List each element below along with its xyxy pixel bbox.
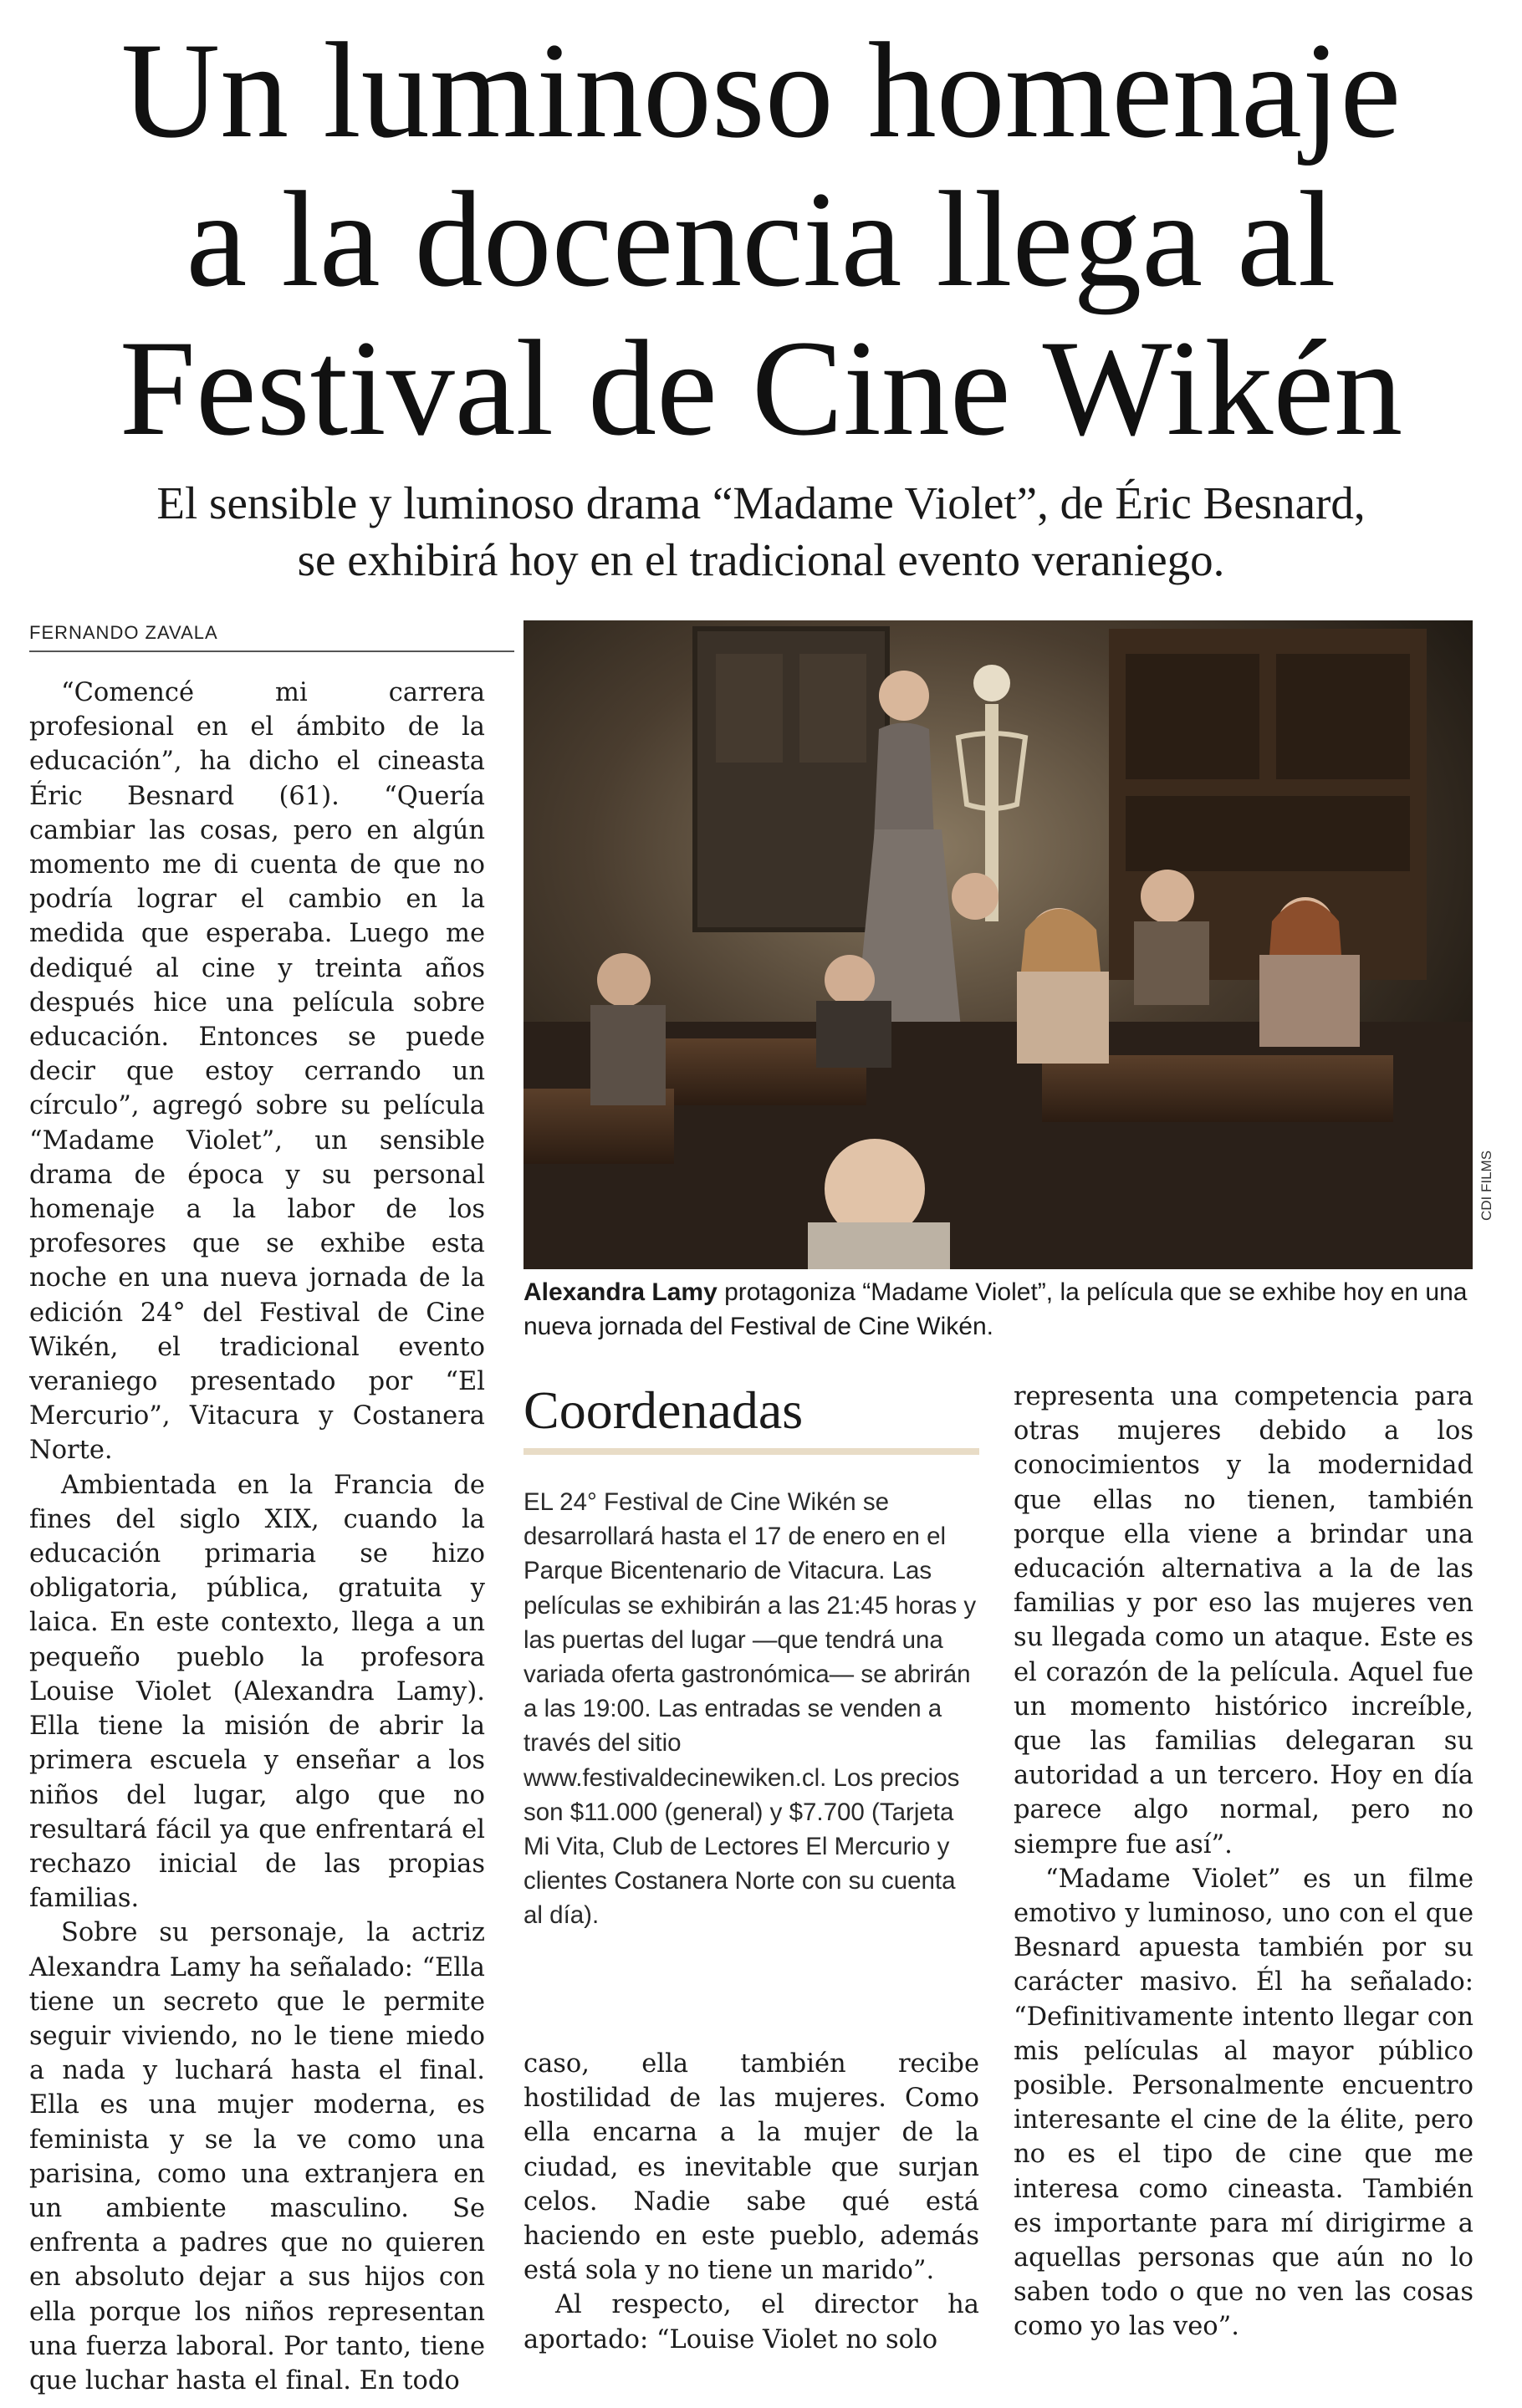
photo-credit: CDI FILMS <box>1479 1150 1494 1221</box>
byline: FERNANDO ZAVALA <box>29 622 514 652</box>
headline <box>50 17 1472 463</box>
article-column-3 <box>1014 1380 1473 2344</box>
deck-line-2: se exhibirá hoy en el tradicional evento veraniego. <box>297 534 1225 585</box>
paragraph: “Comencé mi carrera profesional en el ámbito de la educación”, ha dicho el cineasta Éric Besnard (61). “Quería cambiar las cosas, pero en algún momento me di cuenta de que no podría lograr el cambio en la medida que esperaba. Luego me dediqué al cine y treinta años después hice una película sobre educación. Entonces se puede decir que estoy cerrando un círculo”, agregó sobre su película “Madame Violet”, un sensible drama de época y su personal homenaje a la labor de los profesores que se exhibe esta noche en una nueva jornada de la edición 24° del Festival de Cine Wikén, el tradicional evento veraniego presentado por “El Mercurio”, Vitacura y Costanera Norte. <box>29 678 485 1466</box>
paragraph: “Madame Violet” es un filme emotivo y luminoso, uno con el que Besnard apuesta también por su carácter masivo. Él ha señalado: “Definitivamente intento llegar con mis películas al mayor público posible. Personalmente encuentro interesante el cine de la élite, pero no es el tipo de cine que me interesa como cineasta. También es importante para mí dirigirme a aquellas personas que aún no lo saben todo o que no ven las cosas como yo las veo”. <box>1014 1864 1473 2342</box>
article-column-2 <box>524 2047 979 2357</box>
sidebar-title: Coordenadas <box>524 1378 979 1455</box>
deck-line-1: El sensible y luminoso drama “Madame Violet”, de Éric Besnard, <box>156 477 1366 528</box>
classroom-scene-illustration <box>524 620 1473 1269</box>
film-still-photo <box>524 620 1473 1269</box>
sidebar-paragraph: EL 24° Festival de Cine Wikén se desarrollará hasta el 17 de enero en el Parque Bicentenario de Vitacura. Las películas se exhibirán a las 21:45 horas y las puertas del lugar —que tendrá una variada oferta gastronómica— se abrirán a las 19:00. Las entradas se venden a través del sitio www.festivaldecinewiken.cl. Los precios son $11.000 (general) y $7.700 (Tarjeta Mi Vita, Club de Lectores El Mercurio y clientes Costanera Norte con su cuenta al día). <box>524 1488 977 1930</box>
caption-text: protagoniza “Madame Violet”, la película que se exhibe hoy en una nueva jornada del Festival de Cine Wikén. <box>524 1278 1468 1340</box>
paragraph: representa una competencia para otras mujeres debido a los conocimientos y la modernidad que ellas no tienen, también porque ella viene a brindar una educación alternativa a la de las familias y por eso las mujeres ven su llegada como un ataque. Este es el corazón de la película. Aquel fue un momento histórico increíble, que las familias delegaran su autoridad a un tercero. Hoy en día parece algo normal, pero no siempre fue así”. <box>1014 1382 1473 1860</box>
article-column-1 <box>29 676 485 2398</box>
paragraph: Sobre su personaje, la actriz Alexandra Lamy ha señalado: “Ella tiene un secreto que le permite seguir viviendo, no le tiene miedo a nada y luchará hasta el final. Ella es una mujer moderna, es feminista y se la ve como una parisina, como una extranjera en un ambiente masculino. Se enfrenta a padres que no quieren en absoluto dejar a sus hijos con ella porque los niños representan una fuerza laboral. Por tanto, tiene que luchar hasta el final. En todo <box>29 1918 485 2395</box>
headline-line-2: a la docencia llega al <box>186 164 1336 315</box>
headline-line-3: Festival de Cine Wikén <box>119 313 1403 464</box>
headline-line-1: Un luminoso homenaje <box>120 15 1402 166</box>
paragraph: Al respecto, el director ha aportado: “Louise Violet no solo <box>524 2290 979 2354</box>
sidebar-body <box>524 1485 979 1933</box>
deck-subtitle <box>33 475 1489 589</box>
paragraph: caso, ella también recibe hostilidad de las mujeres. Como ella encarna a la mujer de la ciudad, es inevitable que surjan celos. Nadie sabe qué está haciendo en este pueblo, además está sola y no tiene un marido”. <box>524 2049 979 2286</box>
caption-name: Alexandra Lamy <box>524 1278 718 1306</box>
paragraph: Ambientada en la Francia de fines del siglo XIX, cuando la educación primaria se hizo obligatoria, pública, gratuita y laica. En este contexto, llega a un pequeño pueblo la profesora Louise Violet (Alexandra Lamy). Ella tiene la misión de abrir la primera escuela y enseñar a los niños del lugar, algo que no resultará fácil ya que enfrentará el rechazo inicial de las propias familias. <box>29 1470 485 1914</box>
photo-caption <box>524 1275 1485 1344</box>
